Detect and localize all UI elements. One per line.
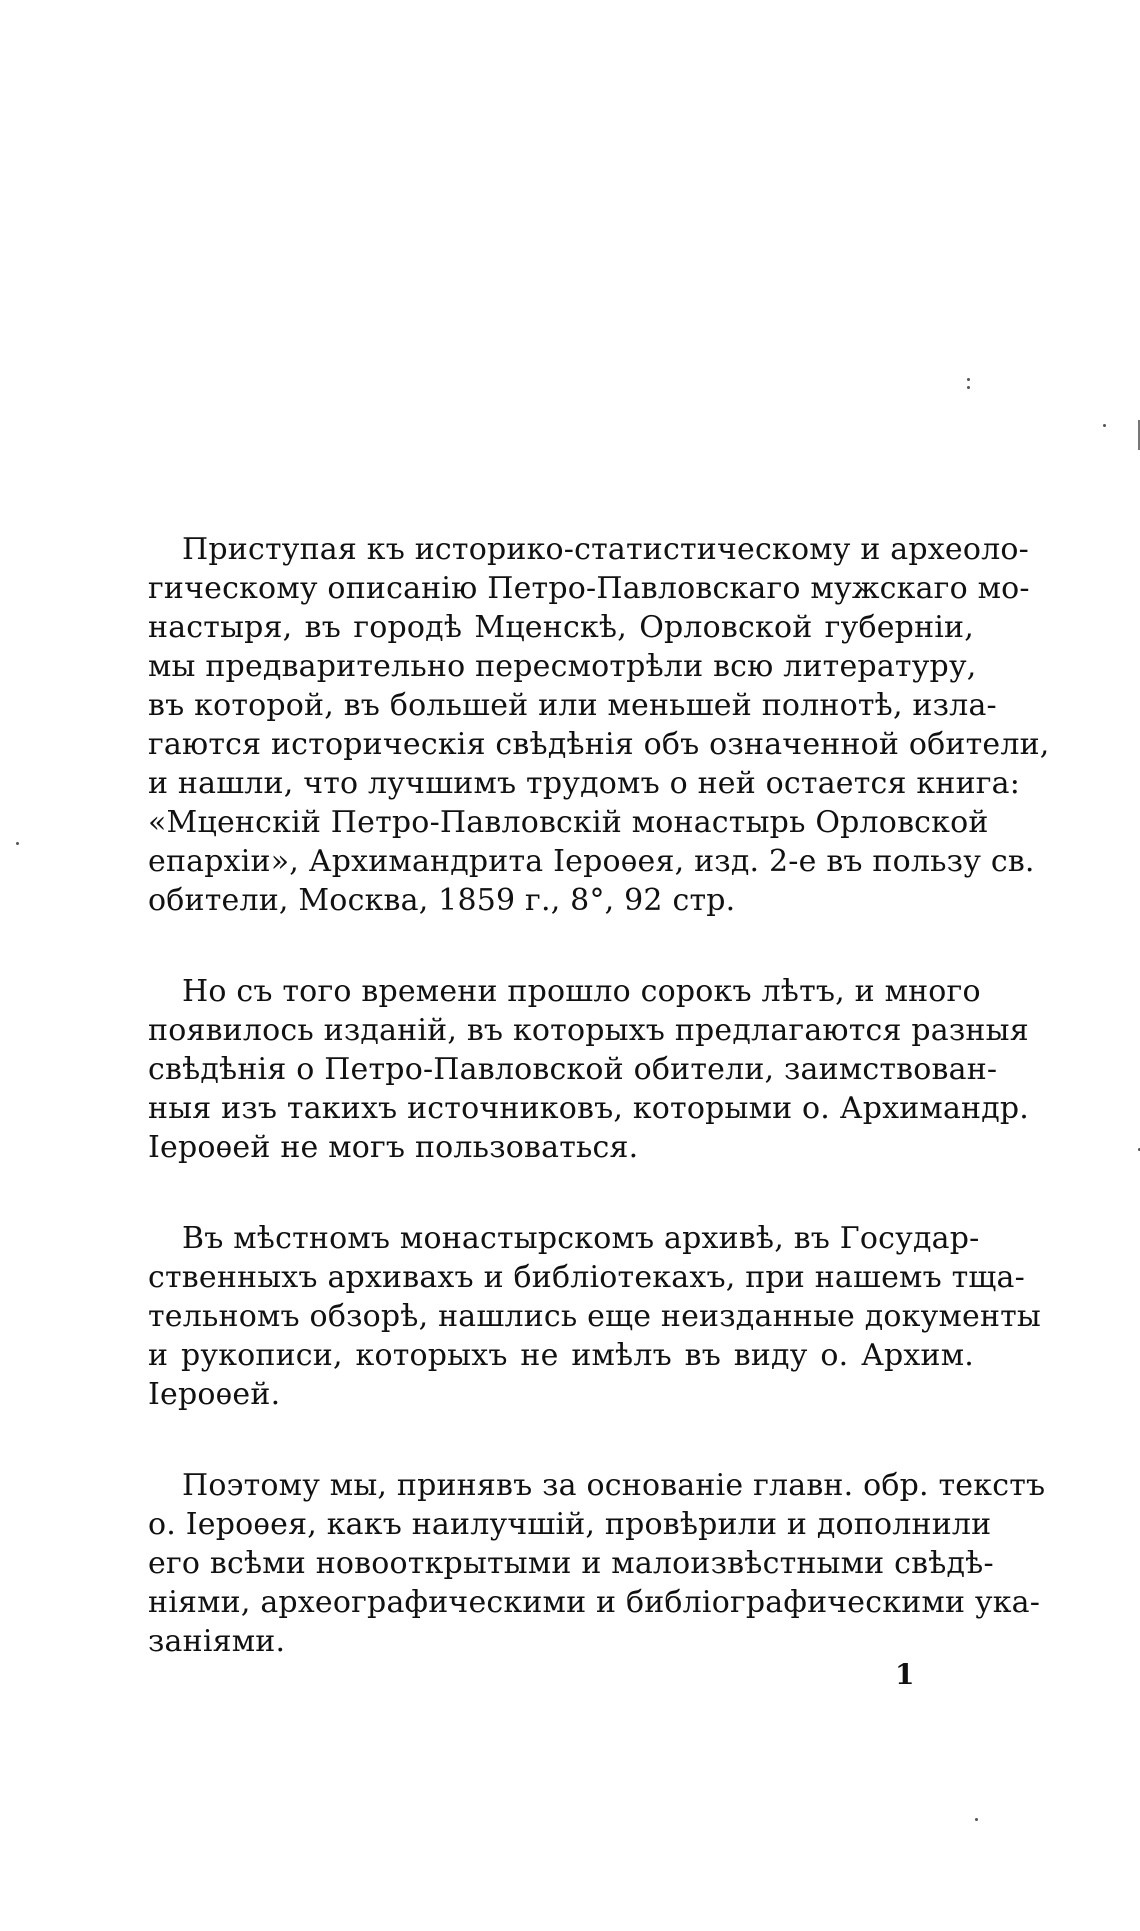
text-line: гическому описанію Петро-Павловскаго мужскаго мо- (148, 571, 1030, 606)
text-line: настыря, въ городѣ Мценскѣ, Орловской губерніи, (148, 610, 974, 645)
text-line: о. Іероѳея, какъ наилучшій, провѣрили и дополнили (148, 1507, 992, 1542)
text-line: свѣдѣнія о Петро-Павловской обители, заимствован- (148, 1052, 998, 1087)
text-line: «Мценскій Петро-Павловскій монастырь Орловской (148, 805, 989, 840)
text-line: гаются историческія свѣдѣнія объ означенной обители, (148, 727, 1050, 762)
text-line: обители, Москва, 1859 г., 8°, 92 стр. (148, 883, 736, 918)
paragraph-2 (148, 972, 1030, 1167)
text-line: заніями. (148, 1624, 286, 1659)
text-line: мы предварительно пересмотрѣли всю литературу, (148, 649, 977, 684)
scan-speck (16, 842, 19, 845)
text-line: Поэтому мы, принявъ за основаніе главн. обр. текстъ (182, 1468, 1046, 1503)
text-line: и нашли, что лучшимъ трудомъ о ней остается книга: (148, 766, 1021, 801)
body-text (148, 530, 1050, 1713)
scan-speck (967, 378, 970, 381)
text-line: Іероѳей. (148, 1377, 281, 1412)
paragraph-1 (148, 530, 1050, 920)
text-line: тельномъ обзорѣ, нашлись еще неизданные документы (148, 1299, 1042, 1334)
text-line: ственныхъ архивахъ и библіотекахъ, при нашемъ тща- (148, 1260, 1025, 1295)
text-line: епархіи», Архимандрита Іероѳея, изд. 2-е въ пользу св. (148, 844, 1035, 879)
text-line: ніями, археографическими и библіографическими ука- (148, 1585, 1041, 1620)
text-line: и рукописи, которыхъ не имѣлъ въ виду о. Архим. (148, 1338, 974, 1373)
paragraph-4 (148, 1466, 1046, 1661)
text-line: Приступая къ историко-статистическому и археоло- (182, 532, 1029, 567)
scan-speck (1103, 424, 1106, 427)
text-line: Іероѳей не могъ пользоваться. (148, 1130, 639, 1165)
scan-speck (967, 386, 970, 389)
text-line: въ которой, въ большей или меньшей полнотѣ, изла- (148, 688, 997, 723)
text-line: Въ мѣстномъ монастырскомъ архивѣ, въ Государ- (182, 1221, 980, 1256)
paragraph-3 (148, 1219, 1042, 1414)
text-line: Но съ того времени прошло сорокъ лѣтъ, и много (182, 974, 981, 1009)
text-line: появилось изданій, въ которыхъ предлагаются разныя (148, 1013, 1029, 1048)
text-line: ныя изъ такихъ источниковъ, которыми о. Архимандр. (148, 1091, 1030, 1126)
text-line: его всѣми новооткрытыми и малоизвѣстными свѣдѣ- (148, 1546, 994, 1581)
page-number: 1 (895, 1658, 915, 1691)
scan-speck (975, 1818, 978, 1821)
